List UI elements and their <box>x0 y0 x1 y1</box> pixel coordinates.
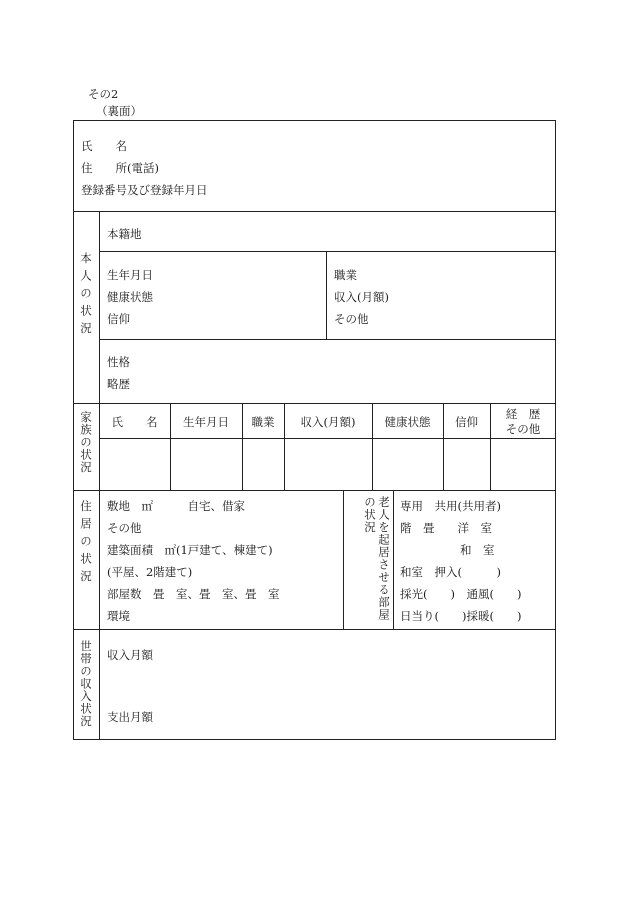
income-label: 収入(月額) <box>334 290 389 304</box>
other-label: その他 <box>334 312 369 326</box>
page-label: その2 <box>88 87 119 101</box>
religion-label: 信仰 <box>107 312 130 326</box>
occupation-label: 職業 <box>334 268 357 282</box>
family-header-birthdate: 生年月日 <box>183 415 229 429</box>
room-usage: 専用 共用(共用者) <box>400 499 501 513</box>
room-closet: 和室 押入( ) <box>400 565 501 579</box>
income-section-label: 世帯の収入状況 <box>79 640 93 728</box>
family-header-history: 経 歴 <box>505 407 541 421</box>
housing-other-label: その他 <box>107 521 142 535</box>
family-header-occupation: 職業 <box>251 415 275 429</box>
room-japanese: 和 室 <box>460 543 495 557</box>
family-header-other: その他 <box>505 422 541 436</box>
label-column-line <box>99 211 100 740</box>
side-label: （裏面） <box>96 104 142 118</box>
family-header-name: 氏 名 <box>111 415 158 429</box>
monthly-expense-label: 支出月額 <box>107 710 153 724</box>
address-field-label: 住 所(電話) <box>81 161 159 175</box>
personality-label: 性格 <box>107 355 130 369</box>
health-label: 健康状態 <box>107 290 153 304</box>
domicile-label: 本籍地 <box>107 227 142 241</box>
divider <box>99 438 556 439</box>
divider <box>73 629 556 630</box>
elder-room-label: 老人を起居させる部屋の状況 <box>363 496 391 621</box>
name-field-label: 氏 名 <box>81 139 127 153</box>
family-header-health: 健康状態 <box>384 415 431 429</box>
stories-label: (平屋、2階建て) <box>107 565 193 579</box>
family-section-label: 家族の状況 <box>79 411 93 474</box>
divider <box>326 251 327 339</box>
divider <box>393 490 394 629</box>
family-header-income: 収入(月額) <box>300 415 356 429</box>
history-label: 略歴 <box>107 377 130 391</box>
divider <box>99 339 556 340</box>
divider <box>343 490 344 629</box>
divider <box>73 403 556 404</box>
room-western: 階 畳 洋 室 <box>400 521 492 535</box>
room-light-ventilation: 採光( ) 通風( ) <box>400 587 522 601</box>
divider <box>99 251 556 252</box>
family-header-religion: 信仰 <box>455 415 478 429</box>
person-section-label: 本人の状況 <box>79 252 93 340</box>
monthly-income-label: 収入月額 <box>107 648 153 662</box>
rooms-label: 部屋数 畳 室、畳 室、畳 室 <box>107 587 280 601</box>
environment-label: 環境 <box>107 609 130 623</box>
housing-section-label: 住居の状況 <box>79 500 93 588</box>
floor-area-label: 建築面積 ㎡(1戸建て、棟建て) <box>107 543 273 557</box>
divider <box>73 211 556 212</box>
birthdate-label: 生年月日 <box>107 268 153 282</box>
divider <box>73 490 556 491</box>
site-label: 敷地 ㎡ 自宅、借家 <box>107 499 245 513</box>
registration-field-label: 登録番号及び登録年月日 <box>81 183 208 197</box>
room-sunlight-heating: 日当り( )採暖( ) <box>400 609 522 623</box>
